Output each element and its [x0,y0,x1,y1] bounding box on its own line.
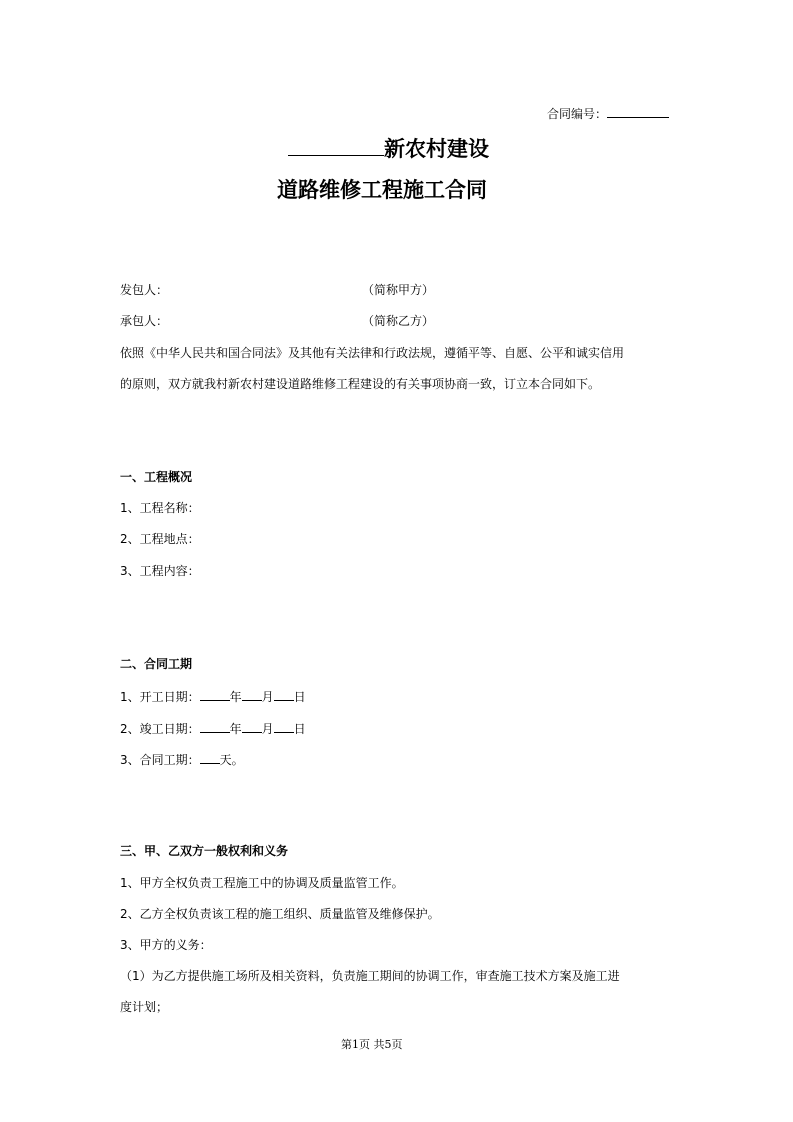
section3-heading: 三、甲、乙双方一般权利和义务 [120,844,289,858]
end-day-blank[interactable] [274,719,294,733]
start-day-unit: 日 [293,690,306,704]
section3-item-1: 1、甲方全权负责工程施工中的协调及质量监管工作。 [120,876,404,890]
start-day-blank[interactable] [274,687,294,701]
title-line1-text: 新农村建设 [384,136,489,161]
start-year-blank[interactable] [200,687,230,701]
duration-item [120,750,244,768]
section3-item-2: 2、乙方全权负责该工程的施工组织、质量监管及维修保护。 [120,907,440,921]
document-title-line1 [288,135,489,163]
project-content-item: 3、工程内容： [120,564,200,578]
start-month-unit: 月 [261,690,274,704]
employer-abbr: （简称甲方） [362,283,435,297]
section3-item-3: 3、甲方的义务： [120,938,212,952]
end-month-unit: 月 [261,722,274,736]
preamble-line2: 的原则，双方就我村新农村建设道路维修工程建设的有关事项协商一致，订立本合同如下。 [120,377,601,391]
duration-blank[interactable] [200,750,220,764]
section1-heading: 一、工程概况 [120,470,193,484]
end-year-unit: 年 [229,722,242,736]
start-date-item [120,687,306,705]
page-footer: 第1页 共5页 [341,1038,403,1051]
end-day-unit: 日 [293,722,306,736]
section3-sub1-line2: 度计划； [120,1000,169,1014]
project-location-item: 2、工程地点： [120,532,200,546]
section3-sub1-line1: （1）为乙方提供施工场所及相关资料，负责施工期间的协调工作，审查施工技术方案及施工进 [120,969,620,983]
contract-number-blank[interactable] [607,104,669,118]
document-title-line2: 道路维修工程施工合同 [277,177,487,202]
title-name-blank[interactable] [288,135,384,156]
project-name-item: 1、工程名称： [120,501,200,515]
end-year-blank[interactable] [200,719,230,733]
duration-label: 3、合同工期： [120,753,200,767]
end-date-item [120,719,306,737]
contract-number [547,104,669,122]
end-date-label: 2、竣工日期： [120,722,200,736]
employer-label: 发包人： [120,283,169,297]
contractor-label: 承包人： [120,314,169,328]
section2-heading: 二、合同工期 [120,657,193,671]
duration-unit: 天。 [219,753,244,767]
start-year-unit: 年 [229,690,242,704]
end-month-blank[interactable] [242,719,262,733]
preamble-line1: 依照《中华人民共和国合同法》及其他有关法律和行政法规，遵循平等、自愿、公平和诚实信用 [120,346,625,360]
contract-number-label: 合同编号： [547,107,608,121]
start-date-label: 1、开工日期： [120,690,200,704]
start-month-blank[interactable] [242,687,262,701]
contractor-abbr: （简称乙方） [362,314,435,328]
